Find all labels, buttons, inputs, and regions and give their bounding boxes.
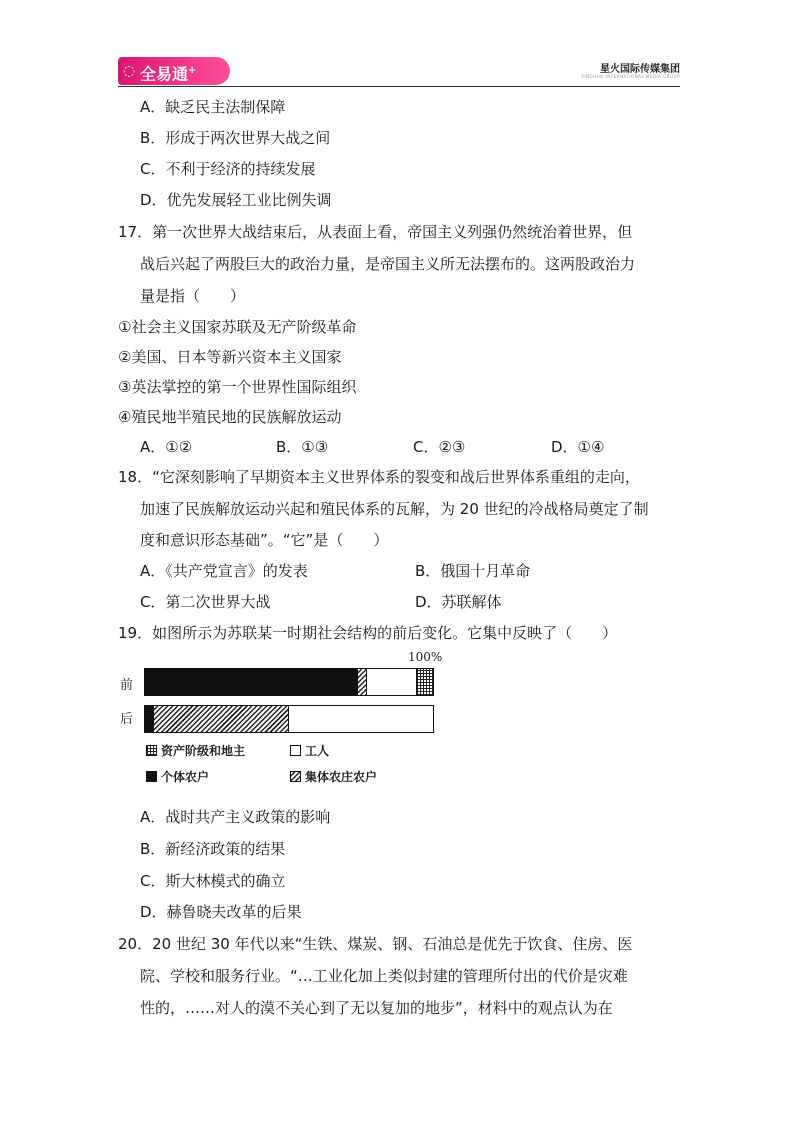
page-header [118, 54, 680, 88]
company-subtitle: XINGHUO INTERNATIONAL MEDIA GROUP [581, 74, 680, 79]
q17-item-2: ②美国、日本等新兴资本主义国家 [118, 348, 342, 366]
q19-option-b: B．新经济政策的结果 [140, 840, 286, 858]
category-label-before: 前 [120, 678, 134, 693]
chart-100-label: 100% [408, 650, 443, 664]
q20-stem-line1: 20．20 世纪 30 年代以来“生铁、煤炭、钢、石油总是优先于饮食、住房、医 [118, 935, 633, 953]
bar-segment-individual-farmers [145, 706, 154, 732]
legend-label: 资产阶级和地主 [161, 744, 246, 758]
bar-segment-individual-farmers [145, 669, 358, 695]
legend-label: 集体农庄农户 [305, 770, 378, 784]
category-label-after: 后 [120, 712, 134, 727]
q19-option-a: A．战时共产主义政策的影响 [140, 808, 331, 826]
legend-item-collective-farmers [290, 768, 377, 785]
q17-stem-line3: 量是指（ ） [140, 287, 246, 305]
legend-swatch-grid [146, 745, 157, 756]
bar-segment-collective-farmers [154, 706, 289, 732]
q17-option-c: C．②③ [413, 438, 466, 456]
legend-swatch-white [290, 745, 301, 756]
q20-stem-line2: 院、学校和服务行业。“…工业化加上类似封建的管理所付出的代价是灾难 [140, 967, 628, 985]
q17-item-1: ①社会主义国家苏联及无产阶级革命 [118, 318, 357, 336]
legend-label: 个体农户 [161, 770, 210, 784]
q18-option-a: A．《共产党宣言》的发表 [140, 562, 308, 580]
q17-stem-line1: 17．第一次世界大战结束后，从表面上看，帝国主义列强仍然统治着世界，但 [118, 223, 633, 241]
company-name: 星火国际传媒集团 [600, 64, 680, 75]
legend-item-workers [290, 742, 329, 759]
q17-item-3: ③英法掌控的第一个世界性国际组织 [118, 378, 357, 396]
q20-stem-line3: 性的，……对人的漠不关心到了无以复加的地步”，材料中的观点认为在 [140, 999, 613, 1017]
bar-before [144, 668, 434, 696]
legend-label: 工人 [305, 744, 330, 758]
bar-segment-workers [367, 669, 416, 695]
legend-item-bourgeoisie [146, 742, 245, 759]
legend-item-individual-farmers [146, 768, 209, 785]
q16-option-c: C．不利于经济的持续发展 [140, 160, 316, 178]
q18-option-d: D．苏联解体 [415, 593, 502, 611]
q19-stem: 19．如图所示为苏联某一时期社会结构的前后变化。它集中反映了（ ） [118, 624, 618, 642]
q17-option-b: B．①③ [276, 438, 329, 456]
q18-option-c: C．第二次世界大战 [140, 593, 271, 611]
logo-plus: + [188, 65, 197, 76]
bar-segment-bourgeoisie-landlords [416, 669, 433, 695]
bar-segment-workers [289, 706, 433, 732]
q19-option-c: C．斯大林模式的确立 [140, 872, 286, 890]
q16-option-d: D．优先发展轻工业比例失调 [140, 191, 332, 209]
q17-option-d: D．①④ [551, 438, 605, 456]
q16-option-b: B．形成于两次世界大战之间 [140, 129, 331, 147]
q17-item-4: ④殖民地半殖民地的民族解放运动 [118, 408, 342, 426]
q18-stem-line2: 加速了民族解放运动兴起和殖民体系的瓦解，为 20 世纪的冷战格局奠定了制 [140, 500, 649, 518]
bar-segment-collective-farmers [358, 669, 367, 695]
logo-text: 全易通 [140, 64, 189, 84]
q17-stem-line2: 战后兴起了两股巨大的政治力量，是帝国主义所无法摆布的。这两股政治力 [140, 255, 636, 273]
social-structure-chart [118, 650, 458, 790]
q18-stem-line3: 度和意识形态基础”。“它”是（ ） [140, 531, 389, 549]
q18-stem-line1: 18．“它深刻影响了早期资本主义世界体系的裂变和战后世界体系重组的走向， [118, 468, 640, 486]
header-divider [118, 86, 680, 87]
logo-swirl-icon: ◌ [123, 63, 136, 79]
brand-logo [118, 57, 230, 85]
legend-swatch-hatch [290, 771, 301, 782]
q18-option-b: B．俄国十月革命 [415, 562, 531, 580]
q19-option-d: D．赫鲁晓夫改革的后果 [140, 903, 302, 921]
legend-swatch-black [146, 771, 157, 782]
q17-option-a: A．①② [140, 438, 193, 456]
bar-after [144, 705, 434, 733]
q16-option-a: A．缺乏民主法制保障 [140, 98, 286, 116]
